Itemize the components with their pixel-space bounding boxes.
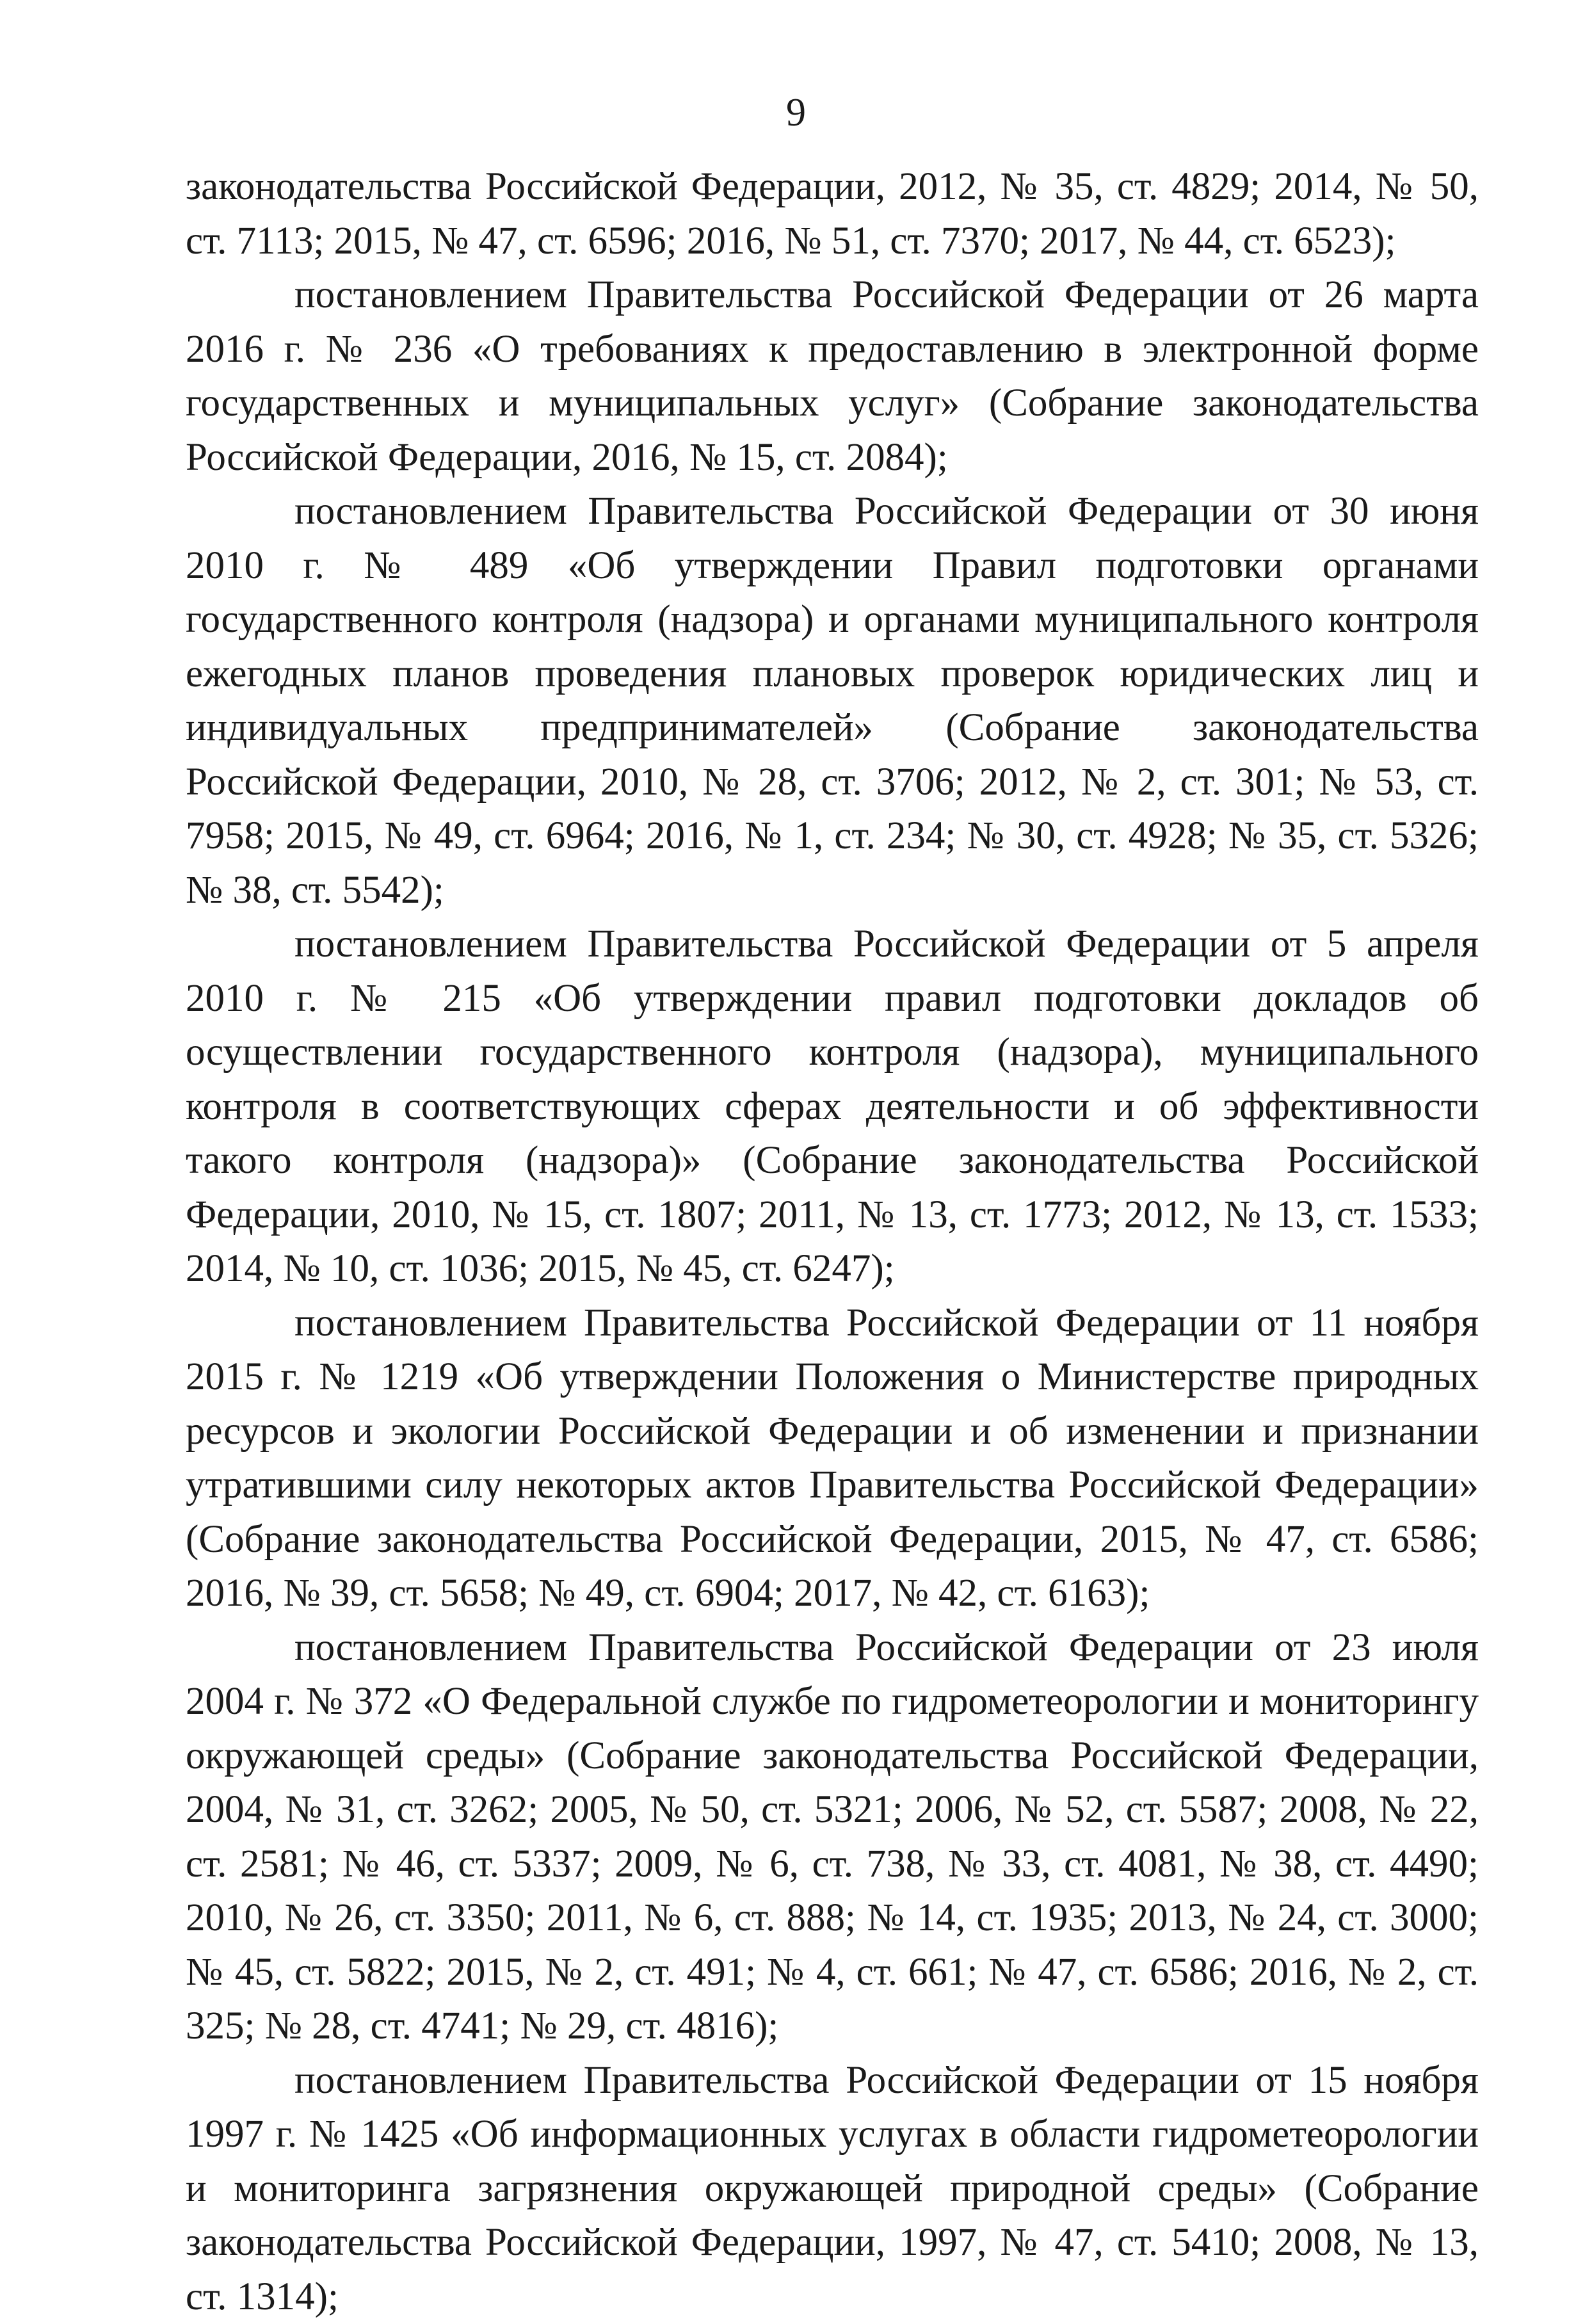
page-number: 9 xyxy=(0,90,1592,136)
paragraph-decree-215: постановлением Правительства Российской Федерации от 5 апреля 2010 г. № 215 «Об утверждении правил подготовки докладов об осуществлении государственного контроля (надзора), муниципального контроля в соответствующих сферах деятельности и об эффективности такого контроля (надзора)» (Собрание законодательства Российской Федерации, 2010, № 15, ст. 1807; 2011, № 13, ст. 1773; 2012, № 13, ст. 1533; 2014, № 10, ст. 1036; 2015, № 45, ст. 6247); xyxy=(186,917,1479,1296)
paragraph-continuation: законодательства Российской Федерации, 2012, № 35, ст. 4829; 2014, № 50, ст. 7113; 2015, № 47, ст. 6596; 2016, № 51, ст. 7370; 2017, № 44, ст. 6523); xyxy=(186,160,1479,268)
paragraph-decree-1425: постановлением Правительства Российской Федерации от 15 ноября 1997 г. № 1425 «Об информационных услугах в области гидрометеорологии и мониторинга загрязнения окружающей природной среды» (Собрание законодательства Российской Федерации, 1997, № 47, ст. 5410; 2008, № 13, ст. 1314); xyxy=(186,2054,1479,2324)
paragraph-decree-372: постановлением Правительства Российской Федерации от 23 июля 2004 г. № 372 «О Федеральной службе по гидрометеорологии и мониторингу окружающей среды» (Собрание законодательства Российской Федерации, 2004, № 31, ст. 3262; 2005, № 50, ст. 5321; 2006, № 52, ст. 5587; 2008, № 22, ст. 2581; № 46, ст. 5337; 2009, № 6, ст. 738, № 33, ст. 4081, № 38, ст. 4490; 2010, № 26, ст. 3350; 2011, № 6, ст. 888; № 14, ст. 1935; 2013, № 24, ст. 3000; № 45, ст. 5822; 2015, № 2, ст. 491; № 4, ст. 661; № 47, ст. 6586; 2016, № 2, ст. 325; № 28, ст. 4741; № 29, ст. 4816); xyxy=(186,1621,1479,2054)
document-body xyxy=(186,160,1479,2324)
paragraph-decree-236: постановлением Правительства Российской Федерации от 26 марта 2016 г. № 236 «О требованиях к предоставлению в электронной форме государственных и муниципальных услуг» (Собрание законодательства Российской Федерации, 2016, № 15, ст. 2084); xyxy=(186,268,1479,485)
paragraph-decree-1219: постановлением Правительства Российской Федерации от 11 ноября 2015 г. № 1219 «Об утверждении Положения о Министерстве природных ресурсов и экологии Российской Федерации и об изменении и признании утратившими силу некоторых актов Правительства Российской Федерации» (Собрание законодательства Российской Федерации, 2015, № 47, ст. 6586; 2016, № 39, ст. 5658; № 49, ст. 6904; 2017, № 42, ст. 6163); xyxy=(186,1296,1479,1621)
paragraph-decree-489: постановлением Правительства Российской Федерации от 30 июня 2010 г. № 489 «Об утверждении Правил подготовки органами государственного контроля (надзора) и органами муниципального контроля ежегодных планов проведения плановых проверок юридических лиц и индивидуальных предпринимателей» (Собрание законодательства Российской Федерации, 2010, № 28, ст. 3706; 2012, № 2, ст. 301; № 53, ст. 7958; 2015, № 49, ст. 6964; 2016, № 1, ст. 234; № 30, ст. 4928; № 35, ст. 5326; № 38, ст. 5542); xyxy=(186,485,1479,917)
